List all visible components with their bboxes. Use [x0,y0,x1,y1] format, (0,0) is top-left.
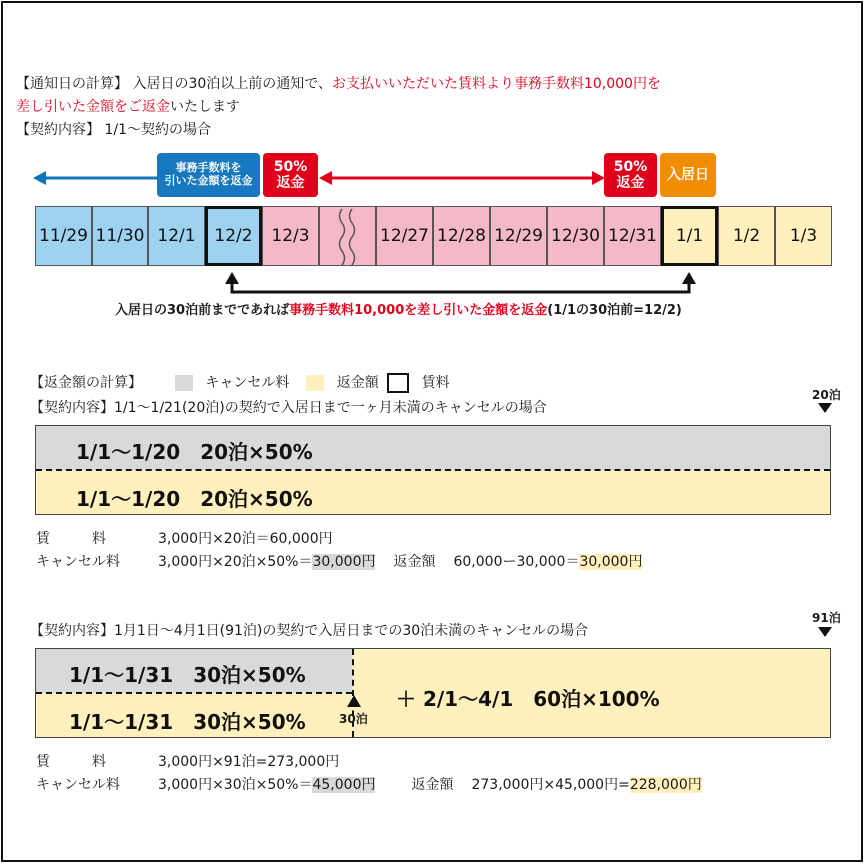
case1-cancel-line [36,551,642,571]
case2-refund-label: 返金額 [411,777,454,793]
notice-line-1-black: 【通知日の計算】 入居日の30泊以上前の通知で、 [16,76,332,92]
cell-12-31: 12/31 [604,206,661,266]
callout-50-right-line2: 返金 [616,175,645,191]
case2-contract: 【契約内容】1月1日〜4月1日(91泊)の契約で入居日までの30泊未満のキャンセルの場合 [30,623,589,639]
case2-mid-triangle-icon [346,694,362,708]
callout-move-in-label: 入居日 [667,166,709,183]
case1-rent-value: 3,000円×20泊＝60,000円 [158,531,333,547]
legend-cancel-label: キャンセル料 [205,375,290,391]
timeline-arrows [0,0,868,330]
case2-rent-line [36,751,339,771]
case2-refund-value: 273,000円×45,000円= [471,777,630,793]
blue-arrow-head-icon [33,171,46,185]
case2-bar-top-text: 1/1〜1/31 30泊×50% [69,663,306,687]
cell-gap [319,206,376,266]
black-arrow-up-right-icon [682,272,696,284]
case1-refund-amount: 30,000円 [579,554,643,570]
case1-cancel-label: キャンセル料 [36,554,120,570]
case1-cancel-amount: 30,000円 [312,554,376,570]
cell-12-30: 12/30 [547,206,604,266]
case2-rent-label: 賃 料 [36,754,106,770]
legend-rent-label: 賃料 [421,375,450,391]
case2-bar-bottom-text: 1/1〜1/31 30泊×50% [69,710,306,734]
notice-line-2-black: いたします [170,99,240,115]
case2-mid-marker-label: 30泊 [339,712,368,726]
case1-bar-divider [36,469,830,471]
cell-12-27: 12/27 [376,206,433,266]
case2-cancel-value: 3,000円×30泊×50%＝ [158,777,313,793]
refund-legend [30,372,450,393]
case2-marker-triangle-icon [817,626,833,638]
legend-cancel-swatch [175,375,193,391]
case1-cancel-value: 3,000円×20泊×50%＝ [158,554,313,570]
case2-cancel-line [36,774,702,794]
cell-12-29: 12/29 [490,206,547,266]
case1-rent-label: 賃 料 [36,531,106,547]
cell-1-3: 1/3 [775,206,832,266]
case1-bar [35,425,831,515]
footnote-part-a: 入居日の30泊前までであれば [115,303,290,318]
case2-rent-value: 3,000円×91泊=273,000円 [158,754,340,770]
case1-marker-triangle-icon [817,402,833,414]
callout-50-right [604,153,657,197]
red-arrow-left-icon [319,171,332,185]
case2-bar-right-text: ＋ 2/1〜4/1 60泊×100% [396,687,660,711]
callout-move-in [660,153,716,197]
case1-bar-top-text: 1/1〜1/20 20泊×50% [76,440,313,464]
case2-cancel-amount: 45,000円 [312,777,376,793]
case2-refund-amount: 228,000円 [629,777,702,793]
cell-12-28: 12/28 [433,206,490,266]
cell-1-2: 1/2 [718,206,775,266]
case1-marker-label: 20泊 [812,388,841,402]
case1-contract: 【契約内容】1/1〜1/21(20泊)の契約で入居日まで一ヶ月未満のキャンセルの場合 [30,400,547,416]
cell-1-1: 1/1 [661,206,718,266]
legend-refund-swatch [306,375,324,391]
timeline-footnote [115,299,682,318]
callout-50-left-line2: 返金 [276,175,305,191]
callout-fee-refund [157,153,260,197]
cell-12-2: 12/2 [205,206,262,266]
case1-rent-line [36,528,333,548]
callout-fee-line2: 引いた金額を返金 [164,174,253,187]
cell-11-29: 11/29 [35,206,92,266]
case1-refund-value: 60,000ー30,000＝ [453,554,580,570]
callout-50-right-line1: 50% [613,158,648,175]
case2-bar [35,648,831,738]
refund-heading: 【返金額の計算】 [30,375,142,391]
footnote-part-b: 事務手数料10,000を差し引いた金額を返金 [289,303,548,318]
case1-bar-bottom-text: 1/1〜1/20 20泊×50% [76,487,313,511]
case2-marker-label: 91泊 [812,611,841,625]
black-arrow-up-left-icon [225,272,239,284]
cell-11-30: 11/30 [92,206,148,266]
notice-line-2-red: 差し引いた金額をご返金 [16,99,170,115]
case2-bar-divider-h [36,692,352,694]
case2-cancel-label: キャンセル料 [36,777,120,793]
legend-rent-swatch [387,373,409,393]
callout-fee-line1: 事務手数料を [175,161,242,175]
callout-50-left [263,153,318,197]
omission-wave-icon [328,207,368,265]
cell-12-3: 12/3 [262,206,319,266]
legend-refund-label: 返金額 [336,375,379,391]
callout-50-left-line1: 50% [273,158,308,175]
footnote-part-c: (1/1の30泊前=12/2) [547,303,682,318]
notice-contract: 【契約内容】 1/1〜契約の場合 [16,122,211,138]
cell-12-1: 12/1 [148,206,205,266]
notice-line-1-red: お支払いいただいた賃料より事務手数料10,000円を [331,76,661,92]
case1-refund-label: 返金額 [393,554,436,570]
